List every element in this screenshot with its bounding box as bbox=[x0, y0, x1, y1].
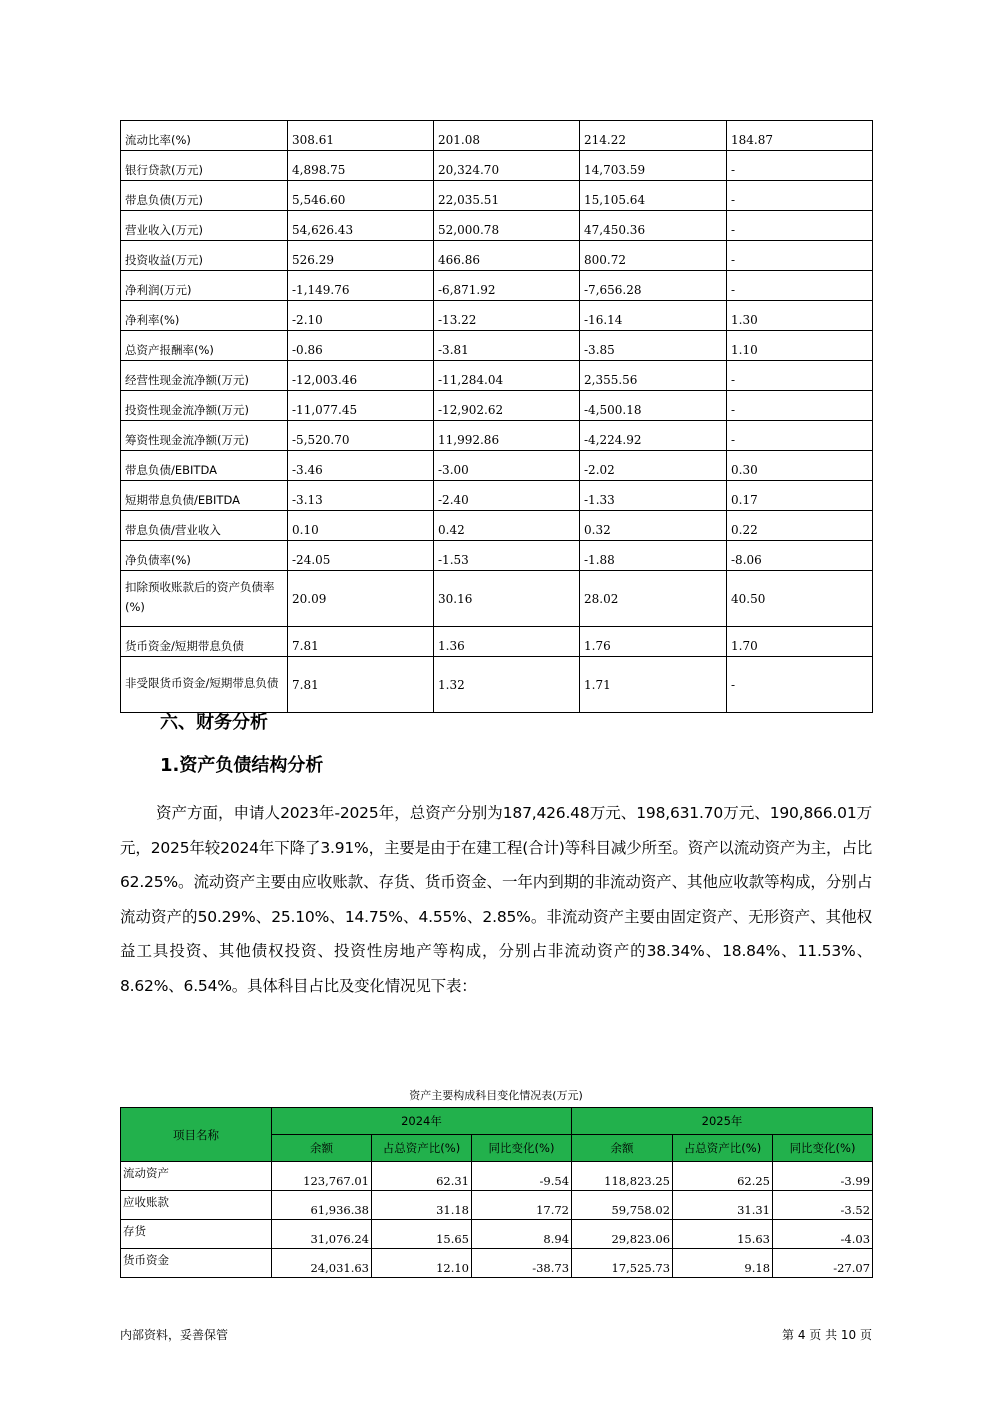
column-subheader: 占总资产比(%) bbox=[673, 1135, 773, 1162]
metric-value: 40.50 bbox=[727, 571, 873, 627]
header-year-2025: 2025年 bbox=[572, 1108, 873, 1135]
metric-value: 308.61 bbox=[288, 121, 434, 151]
header-item-name: 项目名称 bbox=[121, 1108, 272, 1162]
asset-value: 24,031.63 bbox=[272, 1249, 372, 1278]
metrics-row bbox=[121, 151, 873, 181]
metric-value: -1.88 bbox=[580, 541, 727, 571]
metrics-row bbox=[121, 627, 873, 657]
metric-value: -6,871.92 bbox=[434, 271, 580, 301]
metric-value: 47,450.36 bbox=[580, 211, 727, 241]
metric-value: -24.05 bbox=[288, 541, 434, 571]
metric-value: -3.81 bbox=[434, 331, 580, 361]
metric-value: 1.30 bbox=[727, 301, 873, 331]
asset-value: -9.54 bbox=[472, 1162, 572, 1191]
metric-value: 7.81 bbox=[288, 627, 434, 657]
metric-label: 扣除预收账款后的资产负债率(%) bbox=[121, 571, 288, 627]
metric-value: -13.22 bbox=[434, 301, 580, 331]
metric-value: - bbox=[727, 241, 873, 271]
asset-item-name: 货币资金 bbox=[121, 1249, 272, 1278]
metric-value: -4,500.18 bbox=[580, 391, 727, 421]
metric-label: 带息负债(万元) bbox=[121, 181, 288, 211]
metric-value: - bbox=[727, 151, 873, 181]
metric-value: 0.22 bbox=[727, 511, 873, 541]
metric-label: 非受限货币资金/短期带息负债 bbox=[121, 657, 288, 713]
header-year-2024: 2024年 bbox=[272, 1108, 572, 1135]
metric-value: 20.09 bbox=[288, 571, 434, 627]
metric-value: -1.33 bbox=[580, 481, 727, 511]
metric-value: 28.02 bbox=[580, 571, 727, 627]
metric-value: 30.16 bbox=[434, 571, 580, 627]
metric-label: 筹资性现金流净额(万元) bbox=[121, 421, 288, 451]
asset-value: 118,823.25 bbox=[572, 1162, 673, 1191]
asset-value: 15.65 bbox=[372, 1220, 472, 1249]
metric-value: -3.85 bbox=[580, 331, 727, 361]
metric-value: 0.42 bbox=[434, 511, 580, 541]
asset-value: 31.31 bbox=[673, 1191, 773, 1220]
metric-value: -11,284.04 bbox=[434, 361, 580, 391]
metric-label: 净负债率(%) bbox=[121, 541, 288, 571]
metric-value: -16.14 bbox=[580, 301, 727, 331]
column-subheader: 余额 bbox=[572, 1135, 673, 1162]
metric-value: - bbox=[727, 657, 873, 713]
metric-value: -5,520.70 bbox=[288, 421, 434, 451]
asset-value: 12.10 bbox=[372, 1249, 472, 1278]
metric-value: -12,902.62 bbox=[434, 391, 580, 421]
metric-value: 201.08 bbox=[434, 121, 580, 151]
metrics-row bbox=[121, 571, 873, 627]
metrics-row bbox=[121, 121, 873, 151]
metric-value: 214.22 bbox=[580, 121, 727, 151]
metric-label: 投资性现金流净额(万元) bbox=[121, 391, 288, 421]
metric-value: 0.17 bbox=[727, 481, 873, 511]
metric-value: 1.70 bbox=[727, 627, 873, 657]
metrics-row bbox=[121, 271, 873, 301]
metric-value: -7,656.28 bbox=[580, 271, 727, 301]
metrics-row bbox=[121, 361, 873, 391]
metrics-row bbox=[121, 211, 873, 241]
asset-value: -38.73 bbox=[472, 1249, 572, 1278]
asset-value: 29,823.06 bbox=[572, 1220, 673, 1249]
metric-label: 流动比率(%) bbox=[121, 121, 288, 151]
asset-row bbox=[121, 1191, 873, 1220]
metrics-row bbox=[121, 657, 873, 713]
metric-label: 带息负债/EBITDA bbox=[121, 451, 288, 481]
metric-value: 22,035.51 bbox=[434, 181, 580, 211]
asset-value: 15.63 bbox=[673, 1220, 773, 1249]
metric-label: 短期带息负债/EBITDA bbox=[121, 481, 288, 511]
metric-label: 经营性现金流净额(万元) bbox=[121, 361, 288, 391]
metric-value: -4,224.92 bbox=[580, 421, 727, 451]
metric-value: 1.10 bbox=[727, 331, 873, 361]
metrics-row bbox=[121, 511, 873, 541]
metric-value: 1.36 bbox=[434, 627, 580, 657]
metric-value: -11,077.45 bbox=[288, 391, 434, 421]
metrics-row bbox=[121, 331, 873, 361]
section-heading: 六、财务分析 bbox=[160, 712, 268, 733]
column-subheader: 同比变化(%) bbox=[472, 1135, 572, 1162]
metrics-row bbox=[121, 301, 873, 331]
metric-value: 14,703.59 bbox=[580, 151, 727, 181]
asset-value: -27.07 bbox=[773, 1249, 873, 1278]
metrics-row bbox=[121, 541, 873, 571]
metrics-row bbox=[121, 241, 873, 271]
metric-value: 54,626.43 bbox=[288, 211, 434, 241]
metric-value: - bbox=[727, 391, 873, 421]
metric-value: - bbox=[727, 421, 873, 451]
asset-value: 9.18 bbox=[673, 1249, 773, 1278]
metric-label: 总资产报酬率(%) bbox=[121, 331, 288, 361]
asset-value: -4.03 bbox=[773, 1220, 873, 1249]
metric-value: 1.76 bbox=[580, 627, 727, 657]
asset-value: 62.31 bbox=[372, 1162, 472, 1191]
metric-label: 净利率(%) bbox=[121, 301, 288, 331]
metrics-row bbox=[121, 181, 873, 211]
asset-row bbox=[121, 1162, 873, 1191]
asset-row bbox=[121, 1249, 873, 1278]
asset-value: -3.99 bbox=[773, 1162, 873, 1191]
metric-value: -3.00 bbox=[434, 451, 580, 481]
metric-value: - bbox=[727, 181, 873, 211]
column-subheader: 同比变化(%) bbox=[773, 1135, 873, 1162]
metrics-row bbox=[121, 481, 873, 511]
metrics-row bbox=[121, 421, 873, 451]
metric-value: 15,105.64 bbox=[580, 181, 727, 211]
asset-value: -3.52 bbox=[773, 1191, 873, 1220]
metric-value: 0.10 bbox=[288, 511, 434, 541]
metric-value: 1.32 bbox=[434, 657, 580, 713]
metric-value: 0.32 bbox=[580, 511, 727, 541]
metric-value: 800.72 bbox=[580, 241, 727, 271]
metric-value: -2.10 bbox=[288, 301, 434, 331]
asset-item-name: 流动资产 bbox=[121, 1162, 272, 1191]
metric-value: -0.86 bbox=[288, 331, 434, 361]
column-subheader: 占总资产比(%) bbox=[372, 1135, 472, 1162]
metric-value: 5,546.60 bbox=[288, 181, 434, 211]
asset-value: 59,758.02 bbox=[572, 1191, 673, 1220]
asset-row bbox=[121, 1220, 873, 1249]
asset-value: 17.72 bbox=[472, 1191, 572, 1220]
asset-value: 62.25 bbox=[673, 1162, 773, 1191]
metric-label: 营业收入(万元) bbox=[121, 211, 288, 241]
metric-value: 0.30 bbox=[727, 451, 873, 481]
metric-label: 带息负债/营业收入 bbox=[121, 511, 288, 541]
metric-value: 4,898.75 bbox=[288, 151, 434, 181]
metric-value: 11,992.86 bbox=[434, 421, 580, 451]
asset-item-name: 应收账款 bbox=[121, 1191, 272, 1220]
metric-value: -1.53 bbox=[434, 541, 580, 571]
asset-composition-table bbox=[120, 1107, 873, 1278]
metric-value: - bbox=[727, 361, 873, 391]
metrics-row bbox=[121, 451, 873, 481]
metric-value: -3.13 bbox=[288, 481, 434, 511]
metric-value: 7.81 bbox=[288, 657, 434, 713]
metric-value: -2.40 bbox=[434, 481, 580, 511]
metric-label: 投资收益(万元) bbox=[121, 241, 288, 271]
asset-value: 61,936.38 bbox=[272, 1191, 372, 1220]
analysis-paragraph: 资产方面，申请人2023年-2025年，总资产分别为187,426.48万元、198,631.70万元、190,866.01万元，2025年较2024年下降了3.91%，主要是由于在建工程(合计)等科目减少所至。资产以流动资产为主，占比62.25%。流动资产主要由应收账款、存货、货币资金、一年内到期的非流动资产、其他应收款等构成，分别占流动资产的50.29%、25.10%、14.75%、4.55%、2.85%。非流动资产主要由固定资产、无形资产、其他权益工具投资、其他债权投资、投资性房地产等构成，分别占非流动资产的38.34%、18.84%、11.53%、8.62%、6.54%。具体科目占比及变化情况见下表： bbox=[120, 804, 872, 995]
metric-label: 货币资金/短期带息负债 bbox=[121, 627, 288, 657]
metric-value: 20,324.70 bbox=[434, 151, 580, 181]
metric-value: 52,000.78 bbox=[434, 211, 580, 241]
footer-confidential-note: 内部资料，妥善保管 bbox=[120, 1328, 229, 1342]
metric-value: 466.86 bbox=[434, 241, 580, 271]
asset-value: 123,767.01 bbox=[272, 1162, 372, 1191]
metric-value: 526.29 bbox=[288, 241, 434, 271]
metric-value: -8.06 bbox=[727, 541, 873, 571]
footer-page-number: 第 4 页 共 10 页 bbox=[782, 1328, 872, 1342]
metric-label: 银行贷款(万元) bbox=[121, 151, 288, 181]
metric-value: -2.02 bbox=[580, 451, 727, 481]
subsection-heading: 1.资产负债结构分析 bbox=[160, 755, 324, 776]
financial-metrics-table bbox=[120, 120, 873, 713]
metric-label: 净利润(万元) bbox=[121, 271, 288, 301]
asset-value: 8.94 bbox=[472, 1220, 572, 1249]
table-caption: 资产主要构成科目变化情况表(万元) bbox=[409, 1089, 583, 1102]
metric-value: -1,149.76 bbox=[288, 271, 434, 301]
metric-value: -3.46 bbox=[288, 451, 434, 481]
asset-item-name: 存货 bbox=[121, 1220, 272, 1249]
metric-value: 1.71 bbox=[580, 657, 727, 713]
column-subheader: 余额 bbox=[272, 1135, 372, 1162]
metric-value: 184.87 bbox=[727, 121, 873, 151]
metrics-row bbox=[121, 391, 873, 421]
metric-value: - bbox=[727, 271, 873, 301]
metric-value: 2,355.56 bbox=[580, 361, 727, 391]
asset-value: 31.18 bbox=[372, 1191, 472, 1220]
metric-value: - bbox=[727, 211, 873, 241]
metric-value: -12,003.46 bbox=[288, 361, 434, 391]
asset-value: 31,076.24 bbox=[272, 1220, 372, 1249]
asset-value: 17,525.73 bbox=[572, 1249, 673, 1278]
